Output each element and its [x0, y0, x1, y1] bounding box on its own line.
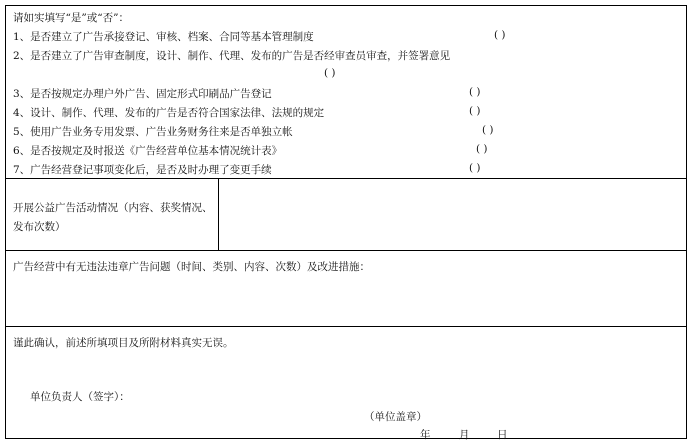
year-label: 年 — [420, 429, 431, 441]
yes-no-section — [6, 6, 686, 179]
item-3-text: 3、是否按规定办理户外广告、固定形式印刷品广告登记 — [13, 88, 272, 100]
item-4-answer[interactable]: ( ) — [469, 105, 481, 117]
instruction-text: 请如实填写“是”或“否”： — [13, 12, 129, 24]
month-label: 月 — [459, 429, 470, 441]
item-5-answer[interactable]: ( ) — [482, 124, 494, 136]
item-5-text: 5、使用广告业务专用发票、广告业务财务往来是否单独立帐 — [13, 126, 293, 138]
item-7-text: 7、广告经营登记事项变化后，是否及时办理了变更手续 — [13, 164, 272, 176]
day-label: 日 — [497, 429, 508, 441]
item-1-answer[interactable]: ( ) — [494, 29, 506, 41]
item-2-answer[interactable]: ( ) — [324, 67, 336, 79]
public-welfare-section — [6, 179, 686, 251]
public-welfare-label: 开展公益广告活动情况（内容、获奖情况、发布次数） — [13, 202, 213, 233]
confirmation-section — [6, 327, 686, 440]
item-6-text: 6、是否按规定及时报送《广告经营单位基本情况统计表》 — [13, 145, 283, 157]
violations-label: 广告经营中有无违法违章广告问题（时间、类别、内容、次数）及改进措施： — [13, 261, 370, 273]
signer-label: 单位负责人（签字）： — [30, 391, 130, 403]
advertising-inspection-form — [5, 5, 687, 439]
item-1-text: 1、是否建立了广告承接登记、审核、档案、合同等基本管理制度 — [13, 31, 314, 43]
confirmation-text: 谨此确认，前述所填项目及所附材料真实无误。 — [13, 337, 234, 349]
item-6-answer[interactable]: ( ) — [476, 143, 488, 155]
item-3-answer[interactable]: ( ) — [469, 86, 481, 98]
column-divider — [218, 179, 219, 250]
violations-section[interactable] — [6, 251, 686, 327]
item-2-text: 2、是否建立了广告审查制度，设计、制作、代理、发布的广告是否经审查员审查，并签署意见 — [13, 50, 451, 62]
item-4-text: 4、设计、制作、代理、发布的广告是否符合国家法律、法规的规定 — [13, 107, 325, 119]
seal-label: （单位盖章） — [364, 411, 427, 423]
item-7-answer[interactable]: ( ) — [469, 162, 481, 174]
